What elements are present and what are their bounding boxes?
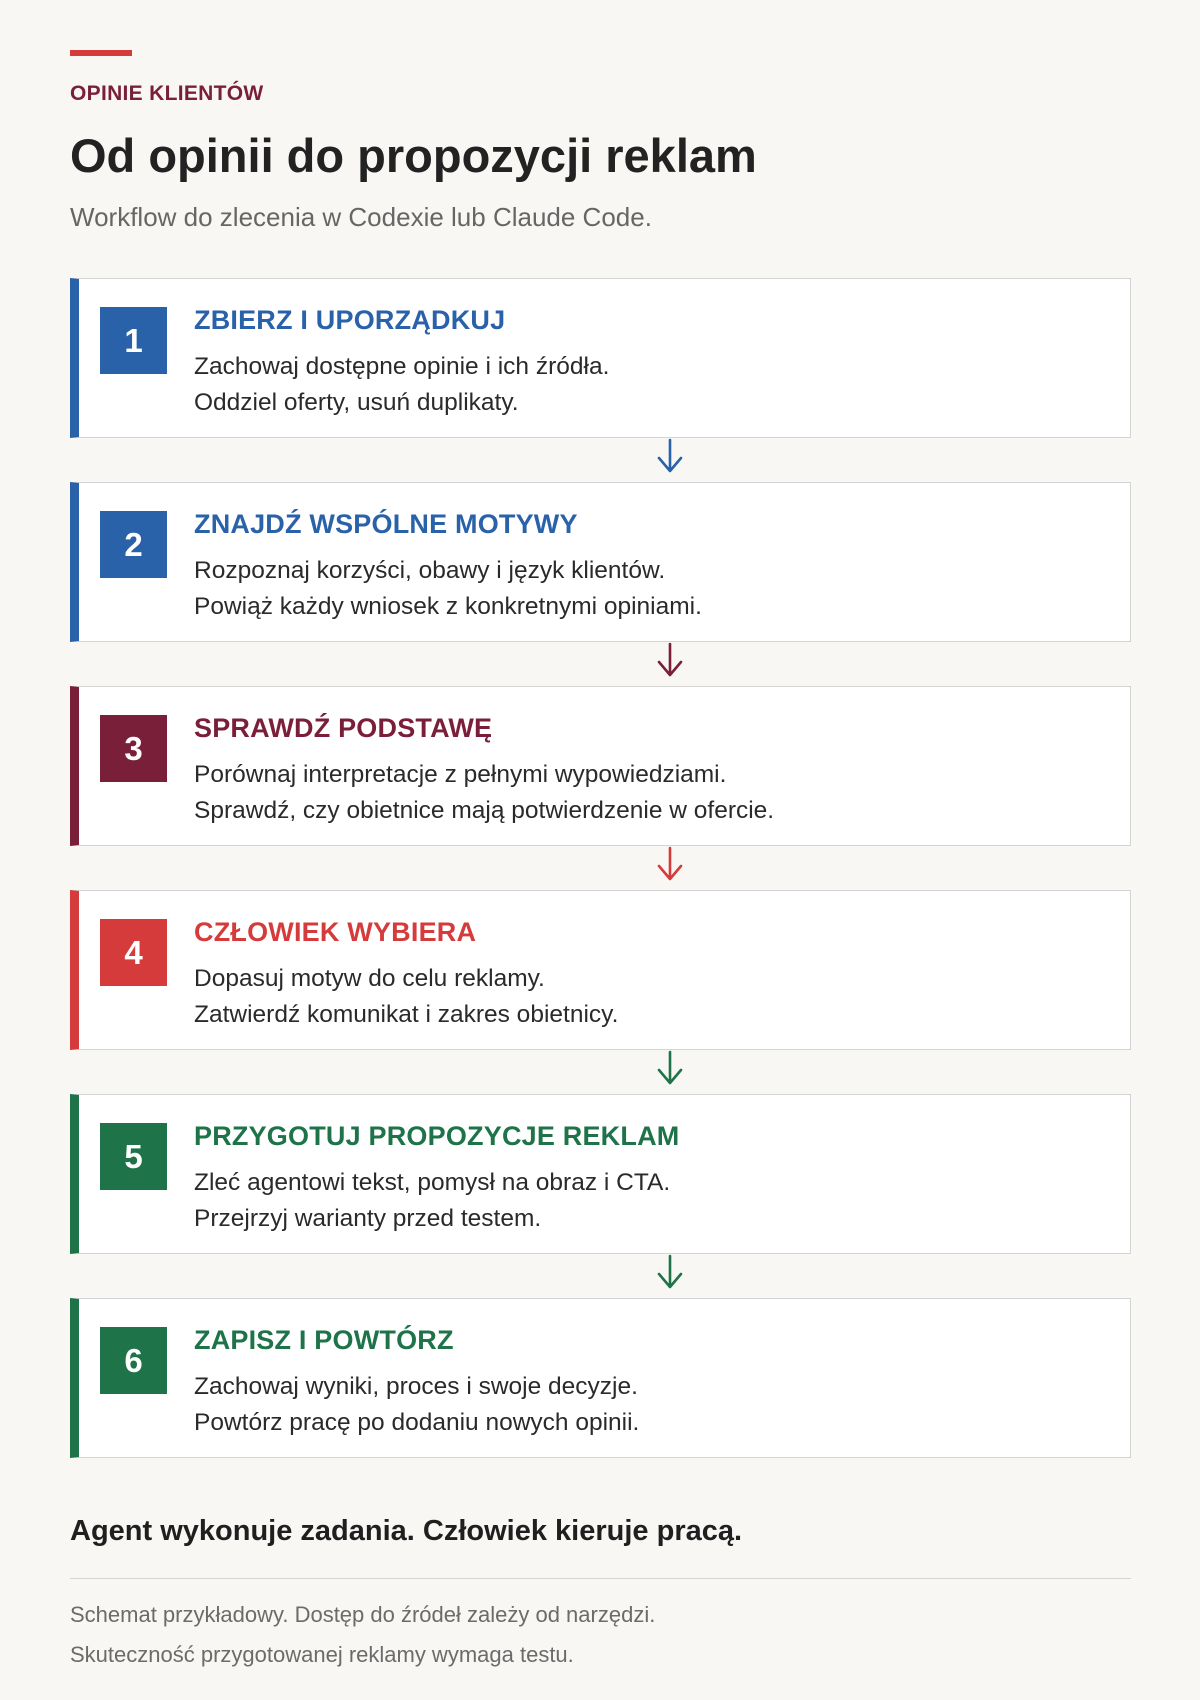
step-description-line: Sprawdź, czy obietnice mają potwierdzenie w ofercie. (194, 797, 775, 824)
workflow-steps (70, 278, 1131, 1502)
step-description-line: Zleć agentowi tekst, pomysł na obraz i CTA. (194, 1169, 671, 1196)
step-number-badge: 5 (100, 1123, 167, 1190)
page-subtitle: Workflow do zlecenia w Codexie lub Claude Code. (70, 202, 652, 232)
step-description-line: Rozpoznaj korzyści, obawy i język klientów. (194, 557, 666, 584)
step-card-3 (70, 686, 1131, 846)
step-description-line: Zachowaj dostępne opinie i ich źródła. (194, 353, 610, 380)
divider (70, 1578, 1131, 1579)
step-title: PRZYGOTUJ PROPOZYCJE REKLAM (194, 1121, 680, 1151)
step-card-2 (70, 482, 1131, 642)
step-description-line: Porównaj interpretacje z pełnymi wypowiedziami. (194, 761, 727, 788)
page-title: Od opinii do propozycji reklam (70, 129, 757, 182)
step-title: CZŁOWIEK WYBIERA (194, 917, 477, 947)
step-description-line: Przejrzyj warianty przed testem. (194, 1205, 542, 1232)
arrow-down-icon (655, 1254, 685, 1290)
arrow-down-icon (655, 438, 685, 474)
tagline: Agent wykonuje zadania. Człowiek kieruje pracą. (70, 1515, 743, 1547)
footer-note: Skuteczność przygotowanej reklamy wymaga testu. (70, 1642, 574, 1667)
step-number-badge: 3 (100, 715, 167, 782)
step-description-line: Powiąż każdy wniosek z konkretnymi opiniami. (194, 593, 702, 620)
footer-note: Schemat przykładowy. Dostęp do źródeł zależy od narzędzi. (70, 1602, 656, 1627)
eyebrow-label: OPINIE KLIENTÓW (70, 82, 264, 105)
step-number-badge: 1 (100, 307, 167, 374)
step-card-5 (70, 1094, 1131, 1254)
step-number-badge: 4 (100, 919, 167, 986)
step-title: ZBIERZ I UPORZĄDKUJ (194, 305, 506, 335)
accent-bar (70, 50, 132, 56)
step-description-line: Zatwierdź komunikat i zakres obietnicy. (194, 1001, 619, 1028)
step-number-badge: 6 (100, 1327, 167, 1394)
arrow-down-icon (655, 846, 685, 882)
step-card-4 (70, 890, 1131, 1050)
arrow-down-icon (655, 642, 685, 678)
step-title: ZNAJDŹ WSPÓLNE MOTYWY (194, 509, 578, 539)
step-description-line: Oddziel oferty, usuń duplikaty. (194, 389, 519, 416)
step-card-1 (70, 278, 1131, 438)
arrow-down-icon (655, 1050, 685, 1086)
step-card-6 (70, 1298, 1131, 1458)
step-title: ZAPISZ I POWTÓRZ (194, 1325, 454, 1355)
step-description-line: Zachowaj wyniki, proces i swoje decyzje. (194, 1373, 638, 1400)
step-title: SPRAWDŹ PODSTAWĘ (194, 713, 493, 743)
step-number-badge: 2 (100, 511, 167, 578)
step-description-line: Powtórz pracę po dodaniu nowych opinii. (194, 1409, 640, 1436)
step-description-line: Dopasuj motyw do celu reklamy. (194, 965, 545, 992)
